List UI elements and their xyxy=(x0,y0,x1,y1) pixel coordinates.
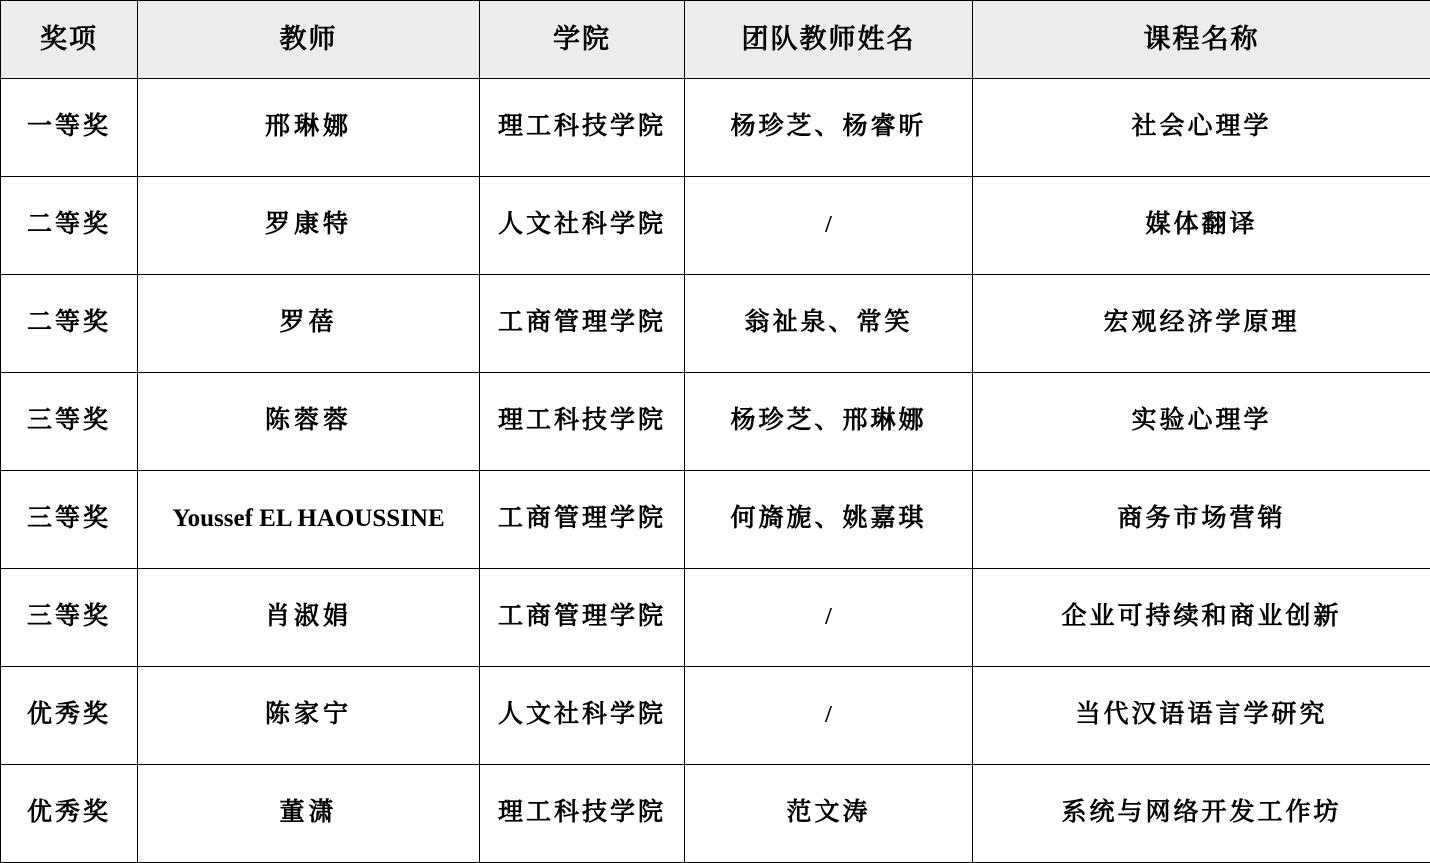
table-row xyxy=(1,275,1430,373)
cell-team: 何旖旎、姚嘉琪 xyxy=(685,471,973,569)
cell-teacher: 罗蓓 xyxy=(138,275,480,373)
cell-course: 媒体翻译 xyxy=(973,177,1430,275)
cell-teacher: Youssef EL HAOUSSINE xyxy=(138,471,480,569)
cell-award: 一等奖 xyxy=(1,79,138,177)
table-row xyxy=(1,177,1430,275)
column-header-award: 奖项 xyxy=(1,1,138,79)
table-row xyxy=(1,569,1430,667)
cell-teacher: 陈家宁 xyxy=(138,667,480,765)
cell-teacher: 董潇 xyxy=(138,765,480,863)
cell-college: 人文社科学院 xyxy=(480,177,685,275)
cell-teacher: 肖淑娟 xyxy=(138,569,480,667)
cell-course: 宏观经济学原理 xyxy=(973,275,1430,373)
table-row xyxy=(1,471,1430,569)
cell-course: 实验心理学 xyxy=(973,373,1430,471)
cell-team: / xyxy=(685,667,973,765)
cell-teacher: 罗康特 xyxy=(138,177,480,275)
table-header-row xyxy=(1,1,1430,79)
cell-team: 范文涛 xyxy=(685,765,973,863)
column-header-team: 团队教师姓名 xyxy=(685,1,973,79)
cell-award: 三等奖 xyxy=(1,471,138,569)
cell-college: 工商管理学院 xyxy=(480,471,685,569)
table-row xyxy=(1,765,1430,863)
cell-college: 工商管理学院 xyxy=(480,569,685,667)
cell-course: 企业可持续和商业创新 xyxy=(973,569,1430,667)
cell-award: 二等奖 xyxy=(1,177,138,275)
cell-team: 杨珍芝、杨睿昕 xyxy=(685,79,973,177)
cell-team: 翁祉泉、常笑 xyxy=(685,275,973,373)
table-row xyxy=(1,667,1430,765)
cell-team: / xyxy=(685,177,973,275)
cell-college: 理工科技学院 xyxy=(480,765,685,863)
cell-teacher: 陈蓉蓉 xyxy=(138,373,480,471)
column-header-course: 课程名称 xyxy=(973,1,1430,79)
cell-award: 二等奖 xyxy=(1,275,138,373)
column-header-college: 学院 xyxy=(480,1,685,79)
cell-team: 杨珍芝、邢琳娜 xyxy=(685,373,973,471)
table-body xyxy=(1,79,1430,863)
cell-college: 理工科技学院 xyxy=(480,373,685,471)
table-row xyxy=(1,373,1430,471)
cell-college: 理工科技学院 xyxy=(480,79,685,177)
cell-course: 当代汉语语言学研究 xyxy=(973,667,1430,765)
cell-award: 优秀奖 xyxy=(1,667,138,765)
cell-award: 三等奖 xyxy=(1,569,138,667)
cell-teacher: 邢琳娜 xyxy=(138,79,480,177)
table-row xyxy=(1,79,1430,177)
cell-college: 工商管理学院 xyxy=(480,275,685,373)
column-header-teacher: 教师 xyxy=(138,1,480,79)
cell-college: 人文社科学院 xyxy=(480,667,685,765)
cell-course: 系统与网络开发工作坊 xyxy=(973,765,1430,863)
cell-course: 商务市场营销 xyxy=(973,471,1430,569)
cell-award: 三等奖 xyxy=(1,373,138,471)
table-header xyxy=(1,1,1430,79)
cell-course: 社会心理学 xyxy=(973,79,1430,177)
cell-award: 优秀奖 xyxy=(1,765,138,863)
cell-team: / xyxy=(685,569,973,667)
